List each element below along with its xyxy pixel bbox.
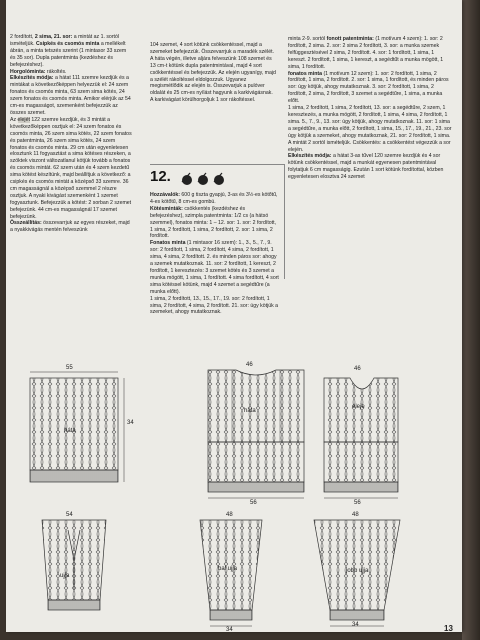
paragraph: Horgolóminta: rákoltés. [10, 68, 67, 75]
diagram-dimension: 55 [66, 365, 73, 371]
diagram-dimension: 54 [66, 512, 73, 518]
paragraph: 2 fordított, 2 sima, 21. sor: a mintát az 1. sortól ismételjük. Csipkés és csomós minta a mellékelt ábrán, a minta tetszés szerint (1 mintasor 33 szem és 35 sor). Dupla patentminta (kezdéshez és befejezéshez). [10, 34, 127, 68]
diagram-dimension: 46 [246, 362, 253, 368]
diagram-dimension: 48 [352, 512, 359, 518]
diagram-dimension: 56 [250, 500, 257, 506]
diagram-label: háta [64, 428, 76, 434]
diagram-dimension: 46 [354, 366, 361, 372]
sleeve-diagram-2 [200, 520, 262, 626]
pattern-number: 12. [150, 168, 171, 185]
diagram-label: eleje [352, 404, 365, 410]
paragraph: Összeállítás: összevarrjuk az egyes részeket, majd a nyakkivágás mentén felveszünk [10, 220, 130, 234]
diagram-dimension: 56 [354, 500, 361, 506]
paragraph: fonatos minta (1 motívum 12 szem): 1. sor: 2 fordított, 1 sima, 2 fordított, 1 sima, 2 fordított. 2. sor: 1 sima, 1 fordított, és minden páros sor: úgy kötjük, ahogy mutatkoznak. 3. sor: 2 fordított, 1 sima, 2 fordított, 2 sima, 2 fordított, 3 szemet a segédtűre, 1 sima, a munka előtt. [288, 70, 449, 105]
page-edge-shadow [462, 0, 480, 640]
sleeve-diagram-1 [42, 520, 106, 610]
paragraph: 1 sima, 2 fordított, 13., 15., 17., 19. sor: 2 fordított, 1 sima, 2 fordított, 4 sima, 2 fordított. 21. sor: úgy kötjük a szemeket, ahogy mutatkoznak. [150, 295, 279, 316]
diagram-dimension: 48 [226, 512, 233, 518]
diagram-label: ujja [60, 573, 70, 579]
paragraph: A mintát 2 sortól ismételjük. Csökkentés: a csökkentést végezzük a sor elején. [288, 139, 451, 153]
diagram-label: jobb ujja [346, 568, 369, 574]
paragraph: Az elejét 122 szemre kezdjük, és 3 mintát a következőképpen osztjuk el: 24 szem fonatos és csomós minta, 26 szem sima kötés, 22 szem fonatos és patentminta, 26 szem sima kötés, 24 szem fonatos és csomós minta. 29 cm után egyenletesen elosztunk 11 fogyasztást a sima kötéses részeken, a szöktek viszont változatlanul kötjük tovább a fonatos és csomós mintát. 62 szem után és 4 szem kezdetű sima kötést készítünk, majd beállítjuk a következő: a csipkés és csomós mintát a középső 33 szemre. 36 cm magasságnál a középső szemmel 2 részre osztjuk. A nyaki kivágást szemenként 1 szemet fogyasztunk. Befejezzük a kötést: 2 sorban 2 szemet befejezünk. 44 cm-es magasságnál 17 szemet befejezünk. [10, 116, 132, 220]
paragraph: 104 szemet, 4 sort kötünk csökkentéssel, majd a szemeket befejezzük. Összevarrjuk a maradék szélét. A háta végén, illetve aljára felveszünk 108 szemet és 13 cm-t kötünk dupla patentmintával, majd 4 sort csökkentéssel és befejezzük. Az elején ugyanígy, majd a szélét rákoltéssel eldolgozzuk. Ugyanez megismétlődik az elején is. Összevarjuk a pulóver oldalát és 25 cm-es nyílást hagyunk a karkivágásnak. A karkivágást körülhorgoljuk 1 sor rákoltéssel. [150, 42, 276, 104]
diagram-dimension: 34 [127, 420, 134, 426]
magazine-page [6, 0, 462, 632]
diagram-dimension: 34 [226, 627, 233, 632]
diagram-label: háta [244, 408, 256, 414]
page-number: 13 [444, 624, 453, 632]
paragraph: Elkészítés módja: a hátat 3-as tűvel 120 szemre kezdjük és 4 sor kötünk csökkentéssel, majd a munkát egyenesen patentmintával folytatjuk 6 cm magasságig. Ezután 1 sort kötünk fordítottal, közben egyenletesen elosztva 24 szemet [288, 153, 444, 181]
front-panel-diagram-2 [324, 378, 398, 498]
schematic-diagrams [6, 0, 462, 632]
paragraph: minta 2-9. sortól fonott patentminta: (1 motívum 4 szem): 1. sor: 2 fordított, 2 sima. 2. sor: 2 sima 2 fordított, 3. sor: a munka szemek felfüggesztésével 2 sima, 2 fordított. 4. sor: 1 fordított, 1 sima, 1 kereszt. 2 fordított, 1 sima, 1 kereszt, a segédtűt a munka mögött, 1 sima, 1 fordított. [288, 36, 444, 70]
paragraph: Fonatos minta (1 mintasor 16 szem): 1., 3., 5., 7., 9. sor: 2 fordított, 1 sima, 2 fordított, 4 sima, 2 fordított, 1 sima, 4 sima, 2 fordított. 2. és minden páros sor: ahogy a szemek mutatkoznak. 11. sor: 2 fordított, 1 kereszt, 2 fordított, 1 keresztezés: 3 szemet kötés és 3 szemet a munka mögött, 1 sima, 1 fordított. 4 sima fordított, 4 sort sima kötéssel kötünk, majd 4 szemet a segédtűre (a munka előtt). [150, 240, 279, 295]
paragraph: Hozzávalók: 600 g tiszta gyapjú, 3-as és 3½-es kötőtű, 4-es kötőtű, 8 cm-es gombú. [150, 192, 278, 205]
paragraph: Elkészítés módja: a hátat 111 szemre kezdjük és a mintákat a következőképpen helyezzük el: 24 szem fonatos és csomós minta, 63 szem sima kötés, 24 szem fonatos és csomós minta. Amikor elérjük az 54 cm-es magasságot, szemenként befejezzük az összes szemet. [10, 75, 131, 116]
paragraph: Kötésminták: csökkentés (kezdéshez és befejezéshez), szimpla patentminta: 1/2 cs (a hátsó szemmel), fonatos minta: 1 – 12. sor: 1. sor: 2 fordított, 1 sima, 2 fordított, 1 sima, 2 fordított, 2. sor: 1 sima, 2 fordított. [150, 205, 276, 240]
diagram-label: bal ujja [218, 566, 238, 572]
paragraph: 1 sima, 2 fordított, 1 sima, 2 fordított, 13. sor: a segédtűre, 2 szem, 1 keresztezés, a munka mögött, 2 fordított, 1 sima, 4 sima, 2 fordított, 1 sima. 5., 7., 9., 13. sor: úgy kötjük, ahogy mutatkoznak. 11. sor: 1 sima a segédtűre, a munka előtt, 2 fordított, 1 sima, 15., 17., 19., 21., 23. sor úgy kötjük a szemeket, ahogy mutatkoznak, 21. sor: 2 fordított, 1 sima. [288, 105, 452, 139]
back-panel-diagram-1 [30, 372, 124, 482]
back-panel-diagram-2 [208, 370, 304, 498]
diagram-dimension: 34 [352, 622, 359, 628]
